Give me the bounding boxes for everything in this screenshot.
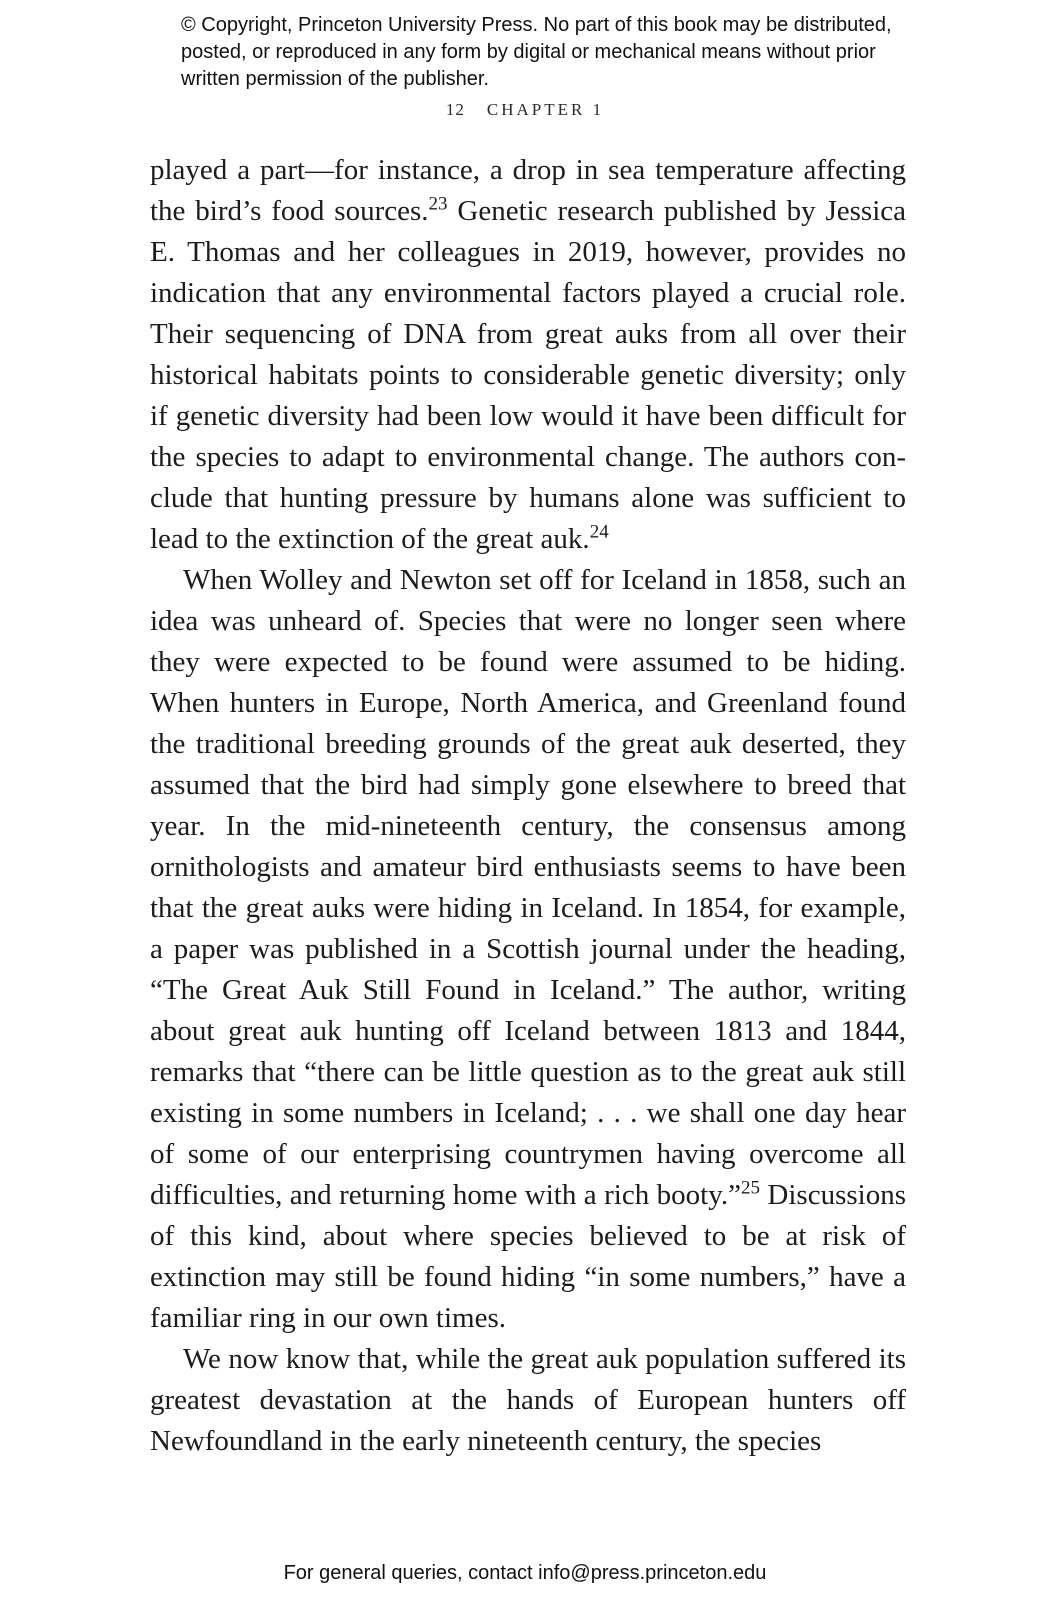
- chapter-title: CHAPTER 1: [486, 100, 605, 119]
- footnote-marker-23: 23: [428, 193, 448, 215]
- paragraph-1: [150, 150, 906, 560]
- body-text: [150, 150, 906, 1462]
- paragraph-2-part-a: When Wolley and Newton set off for Iceland in 1858, such an idea was unheard of. Species that were no longer seen where they were expected to be found were assumed to be hiding. When hunters in Europe, North America, and Greenland found the traditional breeding grounds of the great auk deserted, they assumed that the bird had simply gone elsewhere to breed that year. In the mid-nineteenth century, the consensus among ornithologists and amateur bird enthusiasts seems to have been that the great auks were hiding in Iceland. In 1854, for example, a paper was published in a Scottish journal under the heading, “The Great Auk Still Found in Iceland.” The author, writing about great auk hunting off Iceland between 1813 and 1844, remarks that “there can be little question as to the great auk still existing in some numbers in Iceland; . . . we shall one day hear of some of our enterprising countrymen having overcome all difficulties, and returning home with a rich booty.”: [150, 564, 906, 1211]
- copyright-notice: © Copyright, Princeton University Press. No part of this book may be distributed, posted, or reproduced in any form by digital or mechanical means without prior written permission of the publisher.: [181, 14, 892, 90]
- paragraph-2: [150, 560, 906, 1339]
- paragraph-1-part-b: Genetic research published by Jessica E. Thomas and her colleagues in 2019, however, provides no indication that any environmental factors played a crucial role. Their sequencing of DNA from great auks from all over their historical habitats points to considerable genetic diversity; only if genetic diversity had been low would it have been difficult for the species to adapt to environmental change. The authors conclude that hunting pressure by humans alone was sufficient to lead to the extinction of the great auk.: [150, 195, 906, 555]
- paragraph-1-part-a: played a part—for instance, a drop in sea temperature affecting the bird’s food sources.: [150, 154, 906, 227]
- footer-contact: For general queries, contact info@press.princeton.edu: [283, 1562, 767, 1584]
- footnote-marker-24: 24: [589, 521, 609, 543]
- page-number: 12: [445, 100, 465, 119]
- paragraph-3-text: We now know that, while the great auk population suffered its greatest devastation at the hands of European hunters off Newfoundland in the early nineteenth century, the species: [150, 1343, 906, 1457]
- running-head: [0, 100, 1050, 120]
- paragraph-3: [150, 1339, 906, 1462]
- paragraph-2-part-b: Discussions of this kind, about where species believed to be at risk of extinction may still be found hiding “in some numbers,” have a familiar ring in our own times.: [150, 1179, 906, 1334]
- footnote-marker-25: 25: [740, 1177, 760, 1199]
